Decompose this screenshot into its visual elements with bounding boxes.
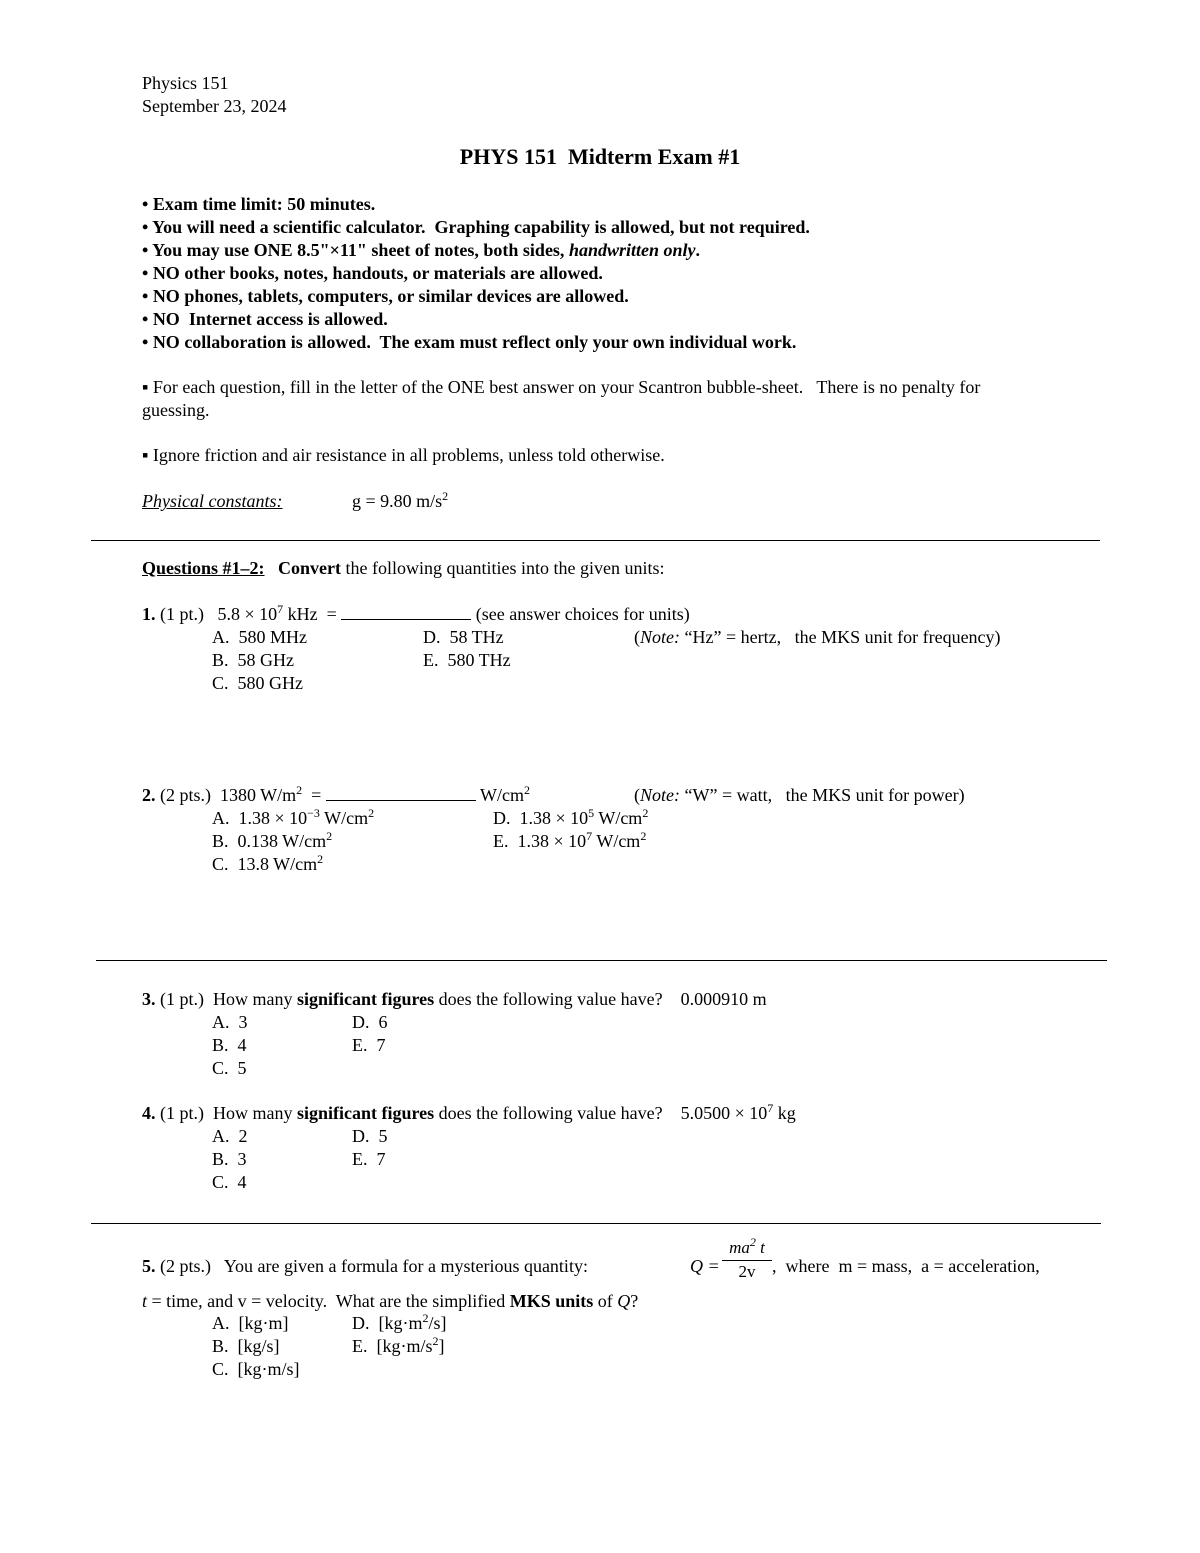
- choice-a: A. 2: [212, 1126, 248, 1146]
- question-5-stem-cont: t = time, and v = velocity. What are the simplified MKS units of Q?: [142, 1291, 639, 1311]
- choice-b: B. 4: [212, 1035, 247, 1055]
- formula-where: , where m = mass, a = acceleration,: [772, 1256, 1040, 1276]
- choice-a: A. $1.38 \times 10^{-3}$ $W/cm^2$: [212, 806, 375, 828]
- question-3-stem: 3. (1 pt.) How many significant figures does the following value have? 0.000910 m: [142, 989, 767, 1009]
- choice-c: C. 580 GHz: [212, 673, 303, 693]
- choice-c: C. [kg·m/s]: [212, 1359, 300, 1379]
- choice-a: A. [kg·m]: [212, 1313, 289, 1333]
- page-title: PHYS 151 Midterm Exam #1: [459, 144, 741, 169]
- rule-item: • NO collaboration is allowed. The exam must reflect only your own individual work.: [142, 332, 797, 352]
- choice-e: E. 7: [352, 1149, 386, 1169]
- course-name: Physics 151: [142, 73, 229, 93]
- question-4-stem: 4. (1 pt.) How many significant figures does the following value have? $5.0500 \times 10^7$ kg: [142, 1101, 796, 1123]
- choice-d: D. 5: [352, 1126, 388, 1146]
- rule-item: • You will need a scientific calculator. Graphing capability is allowed, but not required.: [142, 217, 810, 237]
- rule-item: • You may use ONE 8.5"×11" sheet of notes, both sides, handwritten only.: [142, 240, 700, 260]
- choice-e: E. 580 THz: [423, 650, 511, 670]
- question-2-note: (Note: “W” = watt, the MKS unit for power): [634, 785, 965, 805]
- choice-a: A. 3: [212, 1012, 248, 1032]
- formula-lhs: Q =: [690, 1256, 720, 1276]
- rule-item: • Exam time limit: 50 minutes.: [142, 194, 376, 214]
- exam-date: September 23, 2024: [142, 96, 287, 116]
- choice-a: A. 580 MHz: [212, 627, 307, 647]
- formula-fraction: [722, 1235, 772, 1283]
- question-1-stem: 1. (1 pt.) $5.8 \times 10^7$ kHz = (see answer choices for units): [142, 602, 690, 624]
- constants-label: Physical constants:: [142, 491, 283, 511]
- answer-blank: [326, 786, 476, 801]
- rule-item: • NO other books, notes, handouts, or materials are allowed.: [142, 263, 603, 283]
- scantron-instruction: ▪ For each question, fill in the letter of the ONE best answer on your Scantron bubble-sheet. There is no penalty for: [142, 377, 981, 397]
- choice-d: D. 58 THz: [423, 627, 504, 647]
- choice-b: B. 0.138 $W/cm^2$: [212, 829, 333, 851]
- scantron-instruction-cont: guessing.: [142, 400, 210, 420]
- question-1-note: (Note: “Hz” = hertz, the MKS unit for frequency): [634, 627, 1001, 647]
- rule-item: • NO Internet access is allowed.: [142, 309, 388, 329]
- choice-d: D. $[kg\cdot m^2/s]$: [352, 1311, 447, 1333]
- friction-instruction: ▪ Ignore friction and air resistance in all problems, unless told otherwise.: [142, 445, 665, 465]
- section-heading: Questions #1–2: Convert the following quantities into the given units:: [142, 558, 665, 578]
- choice-c: C. 4: [212, 1172, 247, 1192]
- choice-e: E. 7: [352, 1035, 386, 1055]
- choice-e: E. $1.38 \times 10^7$ $W/cm^2$: [493, 829, 647, 851]
- choice-c: C. 5: [212, 1058, 247, 1078]
- question-5-stem: 5. (2 pts.) You are given a formula for a mysterious quantity:: [142, 1256, 588, 1276]
- choice-d: D. 6: [352, 1012, 388, 1032]
- choice-e: E. $[kg\cdot m/s^2]$: [352, 1334, 445, 1356]
- section-divider: [96, 960, 1107, 961]
- formula-denominator: 2v: [738, 1262, 756, 1281]
- answer-blank: [341, 605, 471, 620]
- choice-c: C. 13.8 $W/cm^2$: [212, 852, 324, 874]
- choice-b: B. [kg/s]: [212, 1336, 280, 1356]
- section-divider: [91, 540, 1100, 541]
- choice-b: B. 58 GHz: [212, 650, 294, 670]
- section-divider: [91, 1223, 1101, 1224]
- gravity-constant: g = 9.80 $m/s^2$: [352, 489, 449, 511]
- question-2-stem: 2. (2 pts.) 1380 $W/m^2 = W/cm^2$: [142, 783, 530, 805]
- choice-d: D. $1.38 \times 10^5$ $W/cm^2$: [493, 806, 649, 828]
- choice-b: B. 3: [212, 1149, 247, 1169]
- formula-numerator: $ma^2$ t: [722, 1238, 772, 1261]
- rule-item: • NO phones, tablets, computers, or similar devices are allowed.: [142, 286, 629, 306]
